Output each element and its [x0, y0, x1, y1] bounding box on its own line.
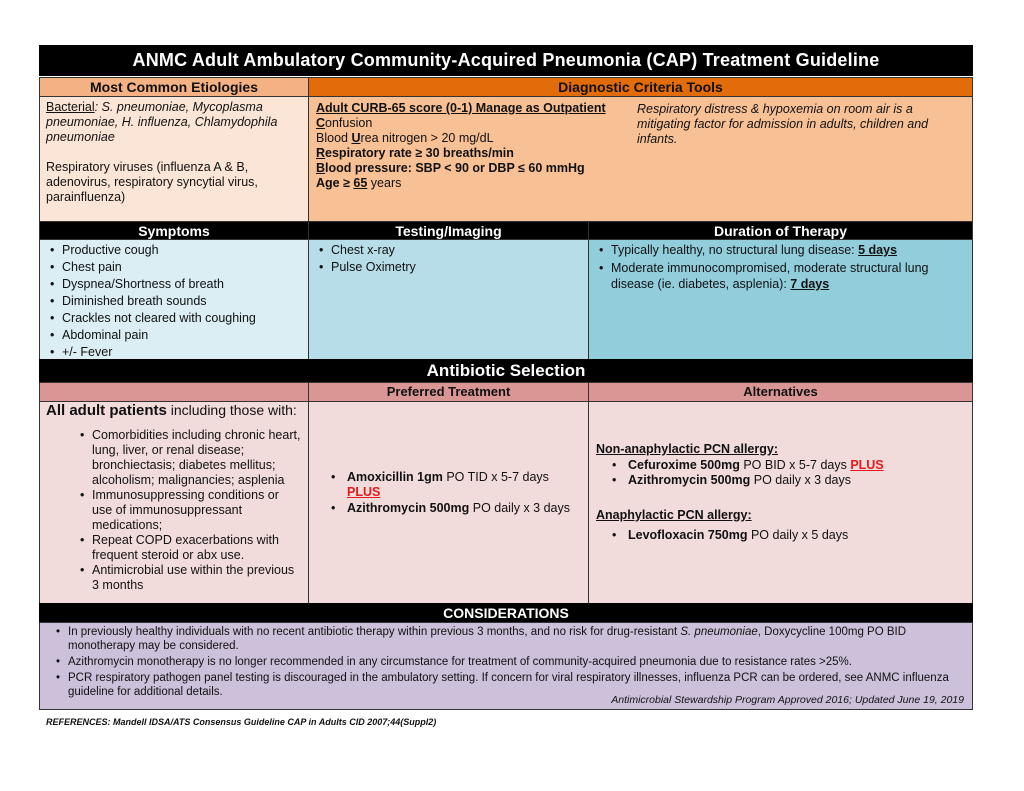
duration-header: Duration of Therapy — [588, 221, 973, 240]
list-item: • PCR respiratory pathogen panel testing is discouraged in the ambulatory setting. If concern for viral respiratory illnesses, influenza PCR can be ordered, see ANMC influenza guideline for additional details. — [50, 671, 964, 699]
testing-list — [313, 242, 586, 276]
plus-label: PLUS — [347, 485, 381, 499]
viral-line: Respiratory viruses (influenza A & B, adenovirus, respiratory syncytial virus, parainfluenza) — [46, 160, 258, 204]
list-item: • Azithromycin monotherapy is no longer recommended in any circumstance for treatment of community-acquired pneumonia due to resistance rates >25%. — [50, 655, 964, 669]
patients-panel — [39, 401, 309, 604]
references: REFERENCES: Mandell IDSA/ATS Consensus Guideline CAP in Adults CID 2007;44(Suppl2) — [46, 717, 437, 727]
alternatives-header: Alternatives — [588, 382, 973, 402]
patients-intro: All adult patients including those with: — [46, 402, 297, 419]
drug-name: Azithromycin 500mg — [628, 473, 751, 487]
list-item: • Cefuroxime 500mg PO BID x 5-7 days PLUS — [606, 458, 966, 473]
preferred-panel — [308, 401, 589, 604]
etiologies-panel — [39, 96, 309, 222]
non-anaphylactic-title: Non-anaphylactic PCN allergy: — [596, 442, 778, 456]
list-item: • In previously healthy individuals with no recent antibiotic therapy within previous 3 months, and no risk for drug-resistant S. pneumoniae, Doxycycline 100mg PO BID monotherapy may be considered. — [50, 625, 964, 653]
list-item: • Antimicrobial use within the previous 3 months — [74, 563, 302, 593]
considerations-panel — [39, 622, 973, 710]
list-item: • Productive cough — [44, 242, 306, 259]
diagnostic-header: Diagnostic Criteria Tools — [308, 77, 973, 97]
list-item: • Immunosuppressing conditions or use of immunosuppressant medications; — [74, 488, 302, 533]
duration-days: 7 days — [790, 277, 830, 291]
list-item: • Typically healthy, no structural lung disease: 5 days — [593, 242, 966, 258]
list-item: • Pulse Oximetry — [313, 259, 586, 276]
patient-criteria-list — [46, 428, 302, 593]
list-item: • Moderate immunocompromised, moderate structural lung disease (ie. diabetes, asplenia): 7 days — [593, 260, 966, 292]
list-item: • Comorbidities including chronic heart, lung, liver, or renal disease; bronchiectasis; diabetes mellitus; alcoholism; malignancies; asplenia — [74, 428, 302, 488]
list-item: • Chest pain — [44, 259, 306, 276]
symptoms-list — [44, 242, 306, 361]
curb65-title: Adult CURB-65 score (0-1) Manage as Outpatient — [316, 101, 606, 115]
duration-panel — [588, 239, 973, 360]
page-title: ANMC Adult Ambulatory Community-Acquired Pneumonia (CAP) Treatment Guideline — [39, 45, 973, 76]
drug-name: Amoxicillin 1gm — [347, 470, 443, 484]
curb-confusion: Confusion — [316, 116, 373, 130]
non-anaphylactic-list — [596, 458, 966, 488]
drug-name: Cefuroxime 500mg — [628, 458, 740, 472]
drug-name: Levofloxacin 750mg — [628, 528, 748, 542]
anaphylactic-title: Anaphylactic PCN allergy: — [596, 508, 752, 522]
list-item: • Levofloxacin 750mg PO daily x 5 days — [606, 528, 966, 543]
alternatives-panel — [588, 401, 973, 604]
antibiotic-selection-header: Antibiotic Selection — [39, 359, 973, 383]
list-item: • +/- Fever — [44, 344, 306, 361]
curb-blood-pressure: Blood pressure: SBP < 90 or DBP ≤ 60 mmHg — [316, 161, 585, 175]
etiologies-header: Most Common Etiologies — [39, 77, 309, 97]
duration-list — [593, 242, 966, 292]
list-item: • Azithromycin 500mg PO daily x 3 days — [606, 473, 966, 488]
list-item: • Dyspnea/Shortness of breath — [44, 276, 306, 293]
plus-label: PLUS — [850, 458, 884, 472]
duration-days: 5 days — [858, 243, 898, 257]
bacterial-line: Bacterial: S. pneumoniae, Mycoplasma pneumoniae, H. influenza, Chlamydophila pneumoniae — [46, 100, 278, 144]
considerations-header: CONSIDERATIONS — [39, 603, 973, 623]
considerations-list — [50, 625, 964, 699]
bacterial-organisms: S. pneumoniae, Mycoplasma pneumoniae, H. influenza, Chlamydophila pneumoniae — [46, 100, 278, 144]
list-item: • Amoxicillin 1gm PO TID x 5-7 days PLUS — [325, 470, 582, 500]
approval-note: Antimicrobial Stewardship Program Approved 2016; Updated June 19, 2019 — [611, 694, 964, 706]
symptoms-panel — [39, 239, 309, 360]
drug-name: Azithromycin 500mg — [347, 501, 470, 515]
curb-respiratory: Respiratory rate ≥ 30 breaths/min — [316, 146, 514, 160]
curb-urea: Blood Urea nitrogen > 20 mg/dL — [316, 131, 494, 145]
anaphylactic-list — [596, 528, 966, 543]
list-item: • Repeat COPD exacerbations with frequent steroid or abx use. — [74, 533, 302, 563]
list-item: • Crackles not cleared with coughing — [44, 310, 306, 327]
bacterial-label: Bacterial — [46, 100, 95, 114]
list-item: • Azithromycin 500mg PO daily x 3 days — [325, 501, 582, 516]
preferred-list — [325, 470, 582, 516]
diagnostic-panel — [308, 96, 973, 222]
patients-subheader — [39, 382, 309, 402]
list-item: • Abdominal pain — [44, 327, 306, 344]
testing-panel — [308, 239, 589, 360]
curb65-block — [316, 101, 636, 191]
preferred-treatment-header: Preferred Treatment — [308, 382, 589, 402]
list-item: • Diminished breath sounds — [44, 293, 306, 310]
symptoms-header: Symptoms — [39, 221, 309, 240]
curb-age: Age ≥ 65 years — [316, 176, 402, 190]
list-item: • Chest x-ray — [313, 242, 586, 259]
respiratory-distress-note: Respiratory distress & hypoxemia on room air is a mitigating factor for admission in adults, children and infants. — [637, 102, 929, 146]
testing-header: Testing/Imaging — [308, 221, 589, 240]
